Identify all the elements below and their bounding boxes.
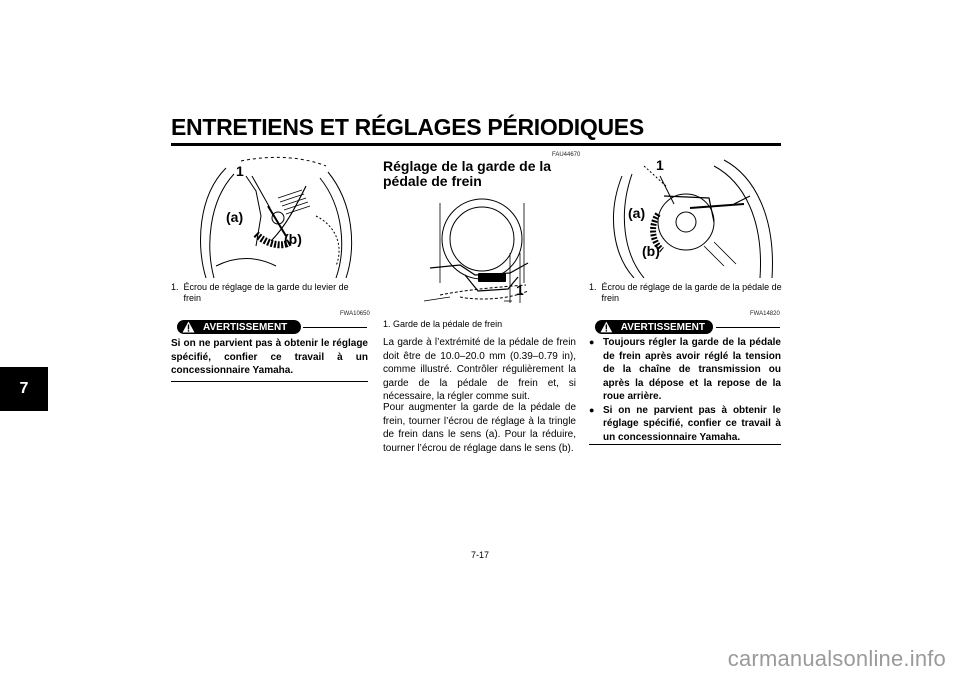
left-warning-code: FWA10650 (340, 311, 370, 317)
left-figure-label-b: (b) (284, 231, 302, 247)
left-warning-end-rule (171, 381, 368, 382)
brake-lever-illustration (186, 156, 366, 278)
right-figure-label-a: (a) (628, 205, 646, 221)
right-warning-item: ● Si on ne parvient pas à obtenir le réglage spécifié, confier ce travail à un concessionnaire Yamaha. (589, 404, 781, 445)
left-figure-label-a: (a) (226, 209, 244, 225)
page-title: ENTRETIENS ET RÉGLAGES PÉRIODIQUES (171, 114, 644, 140)
right-warning-end-rule (589, 444, 781, 445)
left-warning-badge (177, 320, 301, 334)
right-warning-badge (595, 320, 713, 334)
left-figure-caption: 1. Écrou de réglage de la garde du levier de frein (171, 282, 349, 303)
right-warning-item: ● Toujours régler la garde de la pédale de frein après avoir réglé la tension de la chaîne de transmission ou après la dépose et la repose de la roue arrière. (589, 336, 781, 404)
right-figure-label-1: 1 (656, 157, 664, 173)
middle-paragraph-2: Pour augmenter la garde de la pédale de frein, tourner l’écrou de réglage à la tringle de frein dans le sens (a). Pour la réduire, tourner l’écrou de réglage dans le sens (b). (383, 402, 576, 454)
brake-pedal-illustration (420, 193, 580, 313)
watermark: carmanualsonline.info (727, 646, 946, 671)
middle-paragraph-1: La garde à l’extrémité de la pédale de frein doit être de 10.0–20.0 mm (0.39–0.79 in), comme illustré. Contrôler régulièrement la garde de la pédale de frein et, si nécessaire, la régler comme suit. (383, 337, 576, 402)
right-figure-label-b: (b) (642, 243, 660, 259)
right-warning-code: FWA14820 (750, 311, 780, 317)
middle-section-title: Réglage de la garde de la pédale de frein (383, 158, 552, 189)
chapter-tab (0, 367, 48, 411)
middle-figure-label-1: 1 (516, 282, 524, 298)
left-warning-badge-label: AVERTISSEMENT (203, 321, 288, 333)
right-figure-caption: 1. Écrou de réglage de la garde de la pédale de frein (589, 282, 782, 303)
middle-section-code: FAU44670 (552, 152, 581, 158)
right-warning-badge-label: AVERTISSEMENT (620, 321, 705, 333)
header-rule (171, 143, 781, 146)
right-warning-list (589, 336, 781, 444)
middle-figure-caption: 1. Garde de la pédale de frein (383, 319, 503, 329)
left-figure (186, 156, 366, 278)
left-warning-text: Si on ne parvient pas à obtenir le réglage spécifié, confier ce travail à un concessionnaire Yamaha. (171, 338, 368, 376)
page-number: 7-17 (470, 550, 489, 560)
left-figure-label-1: 1 (236, 163, 244, 179)
left-warning-line (303, 327, 367, 328)
chapter-tab-label: 7 (19, 380, 29, 397)
middle-figure (420, 193, 580, 313)
rear-brake-illustration (604, 156, 784, 278)
right-figure (604, 156, 784, 278)
right-warning-line (716, 327, 780, 328)
warning-icon (182, 321, 195, 333)
warning-icon (600, 321, 613, 333)
